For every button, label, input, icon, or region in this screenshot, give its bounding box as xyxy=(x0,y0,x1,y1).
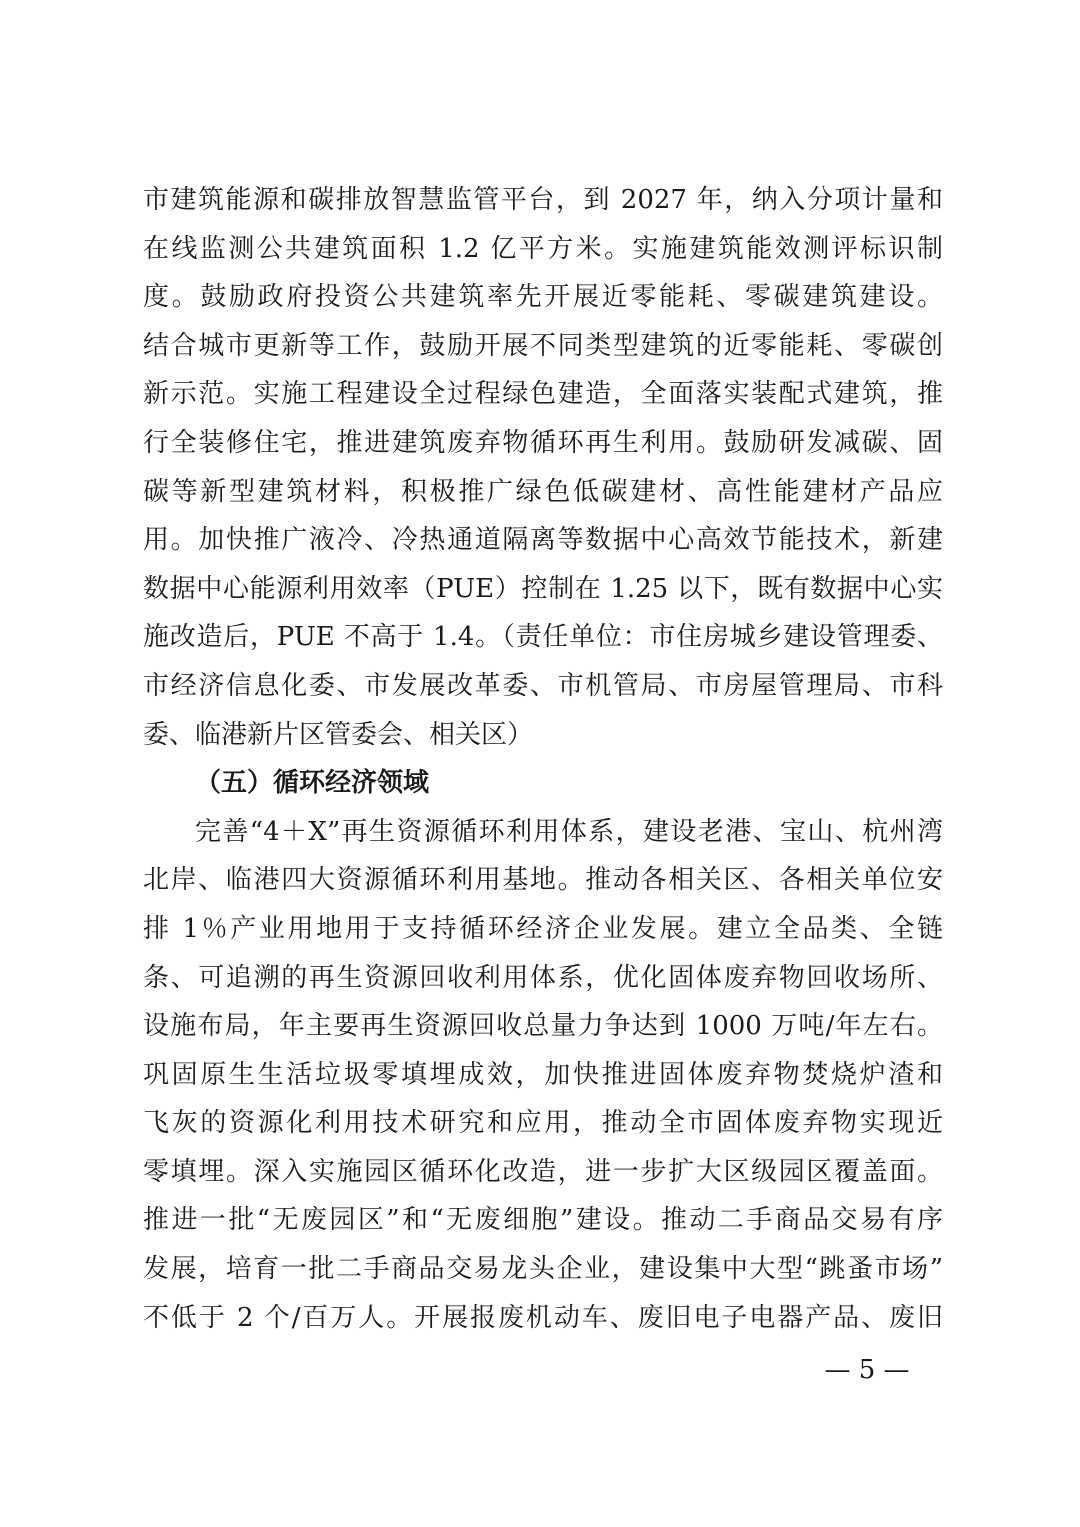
text-line: 施改造后，PUE 不高于 1.4。（责任单位：市住房城乡建设管理委、 xyxy=(143,622,943,653)
text-line: 用。加快推广液冷、冷热通道隔离等数据中心高效节能技术，新建 xyxy=(143,525,943,556)
text-line: 委、临港新片区管委会、相关区） xyxy=(143,719,534,750)
text-line: 排 1％产业用地用于支持循环经济企业发展。建立全品类、全链 xyxy=(143,913,943,944)
paragraph-building-energy xyxy=(143,176,943,759)
text-line: 数据中心能源利用效率（PUE）控制在 1.25 以下，既有数据中心实 xyxy=(143,573,943,604)
paragraph-circular-economy xyxy=(143,808,943,1343)
text-line: 市经济信息化委、市发展改革委、市机管局、市房屋管理局、市科 xyxy=(143,670,943,701)
page-number: — 5 — xyxy=(824,1355,910,1385)
section-heading: （五）循环经济领域 xyxy=(195,768,430,799)
text-line: 推进一批“无废园区”和“无废细胞”建设。推动二手商品交易有序 xyxy=(143,1205,943,1236)
body-text xyxy=(143,176,943,1342)
text-line: 巩固原生生活垃圾零填埋成效，加快推进固体废弃物焚烧炉渣和 xyxy=(143,1059,943,1090)
text-line: 设施布局，年主要再生资源回收总量力争达到 1000 万吨/年左右。 xyxy=(143,1011,943,1042)
text-line: 不低于 2 个/百万人。开展报废机动车、废旧电子电器产品、废旧 xyxy=(143,1302,943,1333)
text-line: 飞灰的资源化利用技术研究和应用，推动全市固体废弃物实现近 xyxy=(143,1108,943,1139)
text-line: 条、可追溯的再生资源回收利用体系，优化固体废弃物回收场所、 xyxy=(143,962,943,993)
text-line: 度。鼓励政府投资公共建筑率先开展近零能耗、零碳建筑建设。 xyxy=(143,282,943,313)
text-line: 完善“4＋X”再生资源循环利用体系，建设老港、宝山、杭州湾 xyxy=(195,816,943,847)
text-line: 在线监测公共建筑面积 1.2 亿平方米。实施建筑能效测评标识制 xyxy=(143,233,943,264)
text-line: 北岸、临港四大资源循环利用基地。推动各相关区、各相关单位安 xyxy=(143,865,943,896)
text-line: 碳等新型建筑材料，积极推广绿色低碳建材、高性能建材产品应 xyxy=(143,476,943,507)
text-line: 市建筑能源和碳排放智慧监管平台，到 2027 年，纳入分项计量和 xyxy=(143,185,943,215)
text-line: 新示范。实施工程建设全过程绿色建造，全面落实装配式建筑，推 xyxy=(143,379,943,410)
text-line: 结合城市更新等工作，鼓励开展不同类型建筑的近零能耗、零碳创 xyxy=(143,330,943,361)
text-line: 零填埋。深入实施园区循环化改造，进一步扩大区级园区覆盖面。 xyxy=(143,1156,943,1187)
text-line: 行全装修住宅，推进建筑废弃物循环再生利用。鼓励研发减碳、固 xyxy=(143,427,943,458)
text-line: 发展，培育一批二手商品交易龙头企业，建设集中大型“跳蚤市场” xyxy=(143,1254,943,1285)
